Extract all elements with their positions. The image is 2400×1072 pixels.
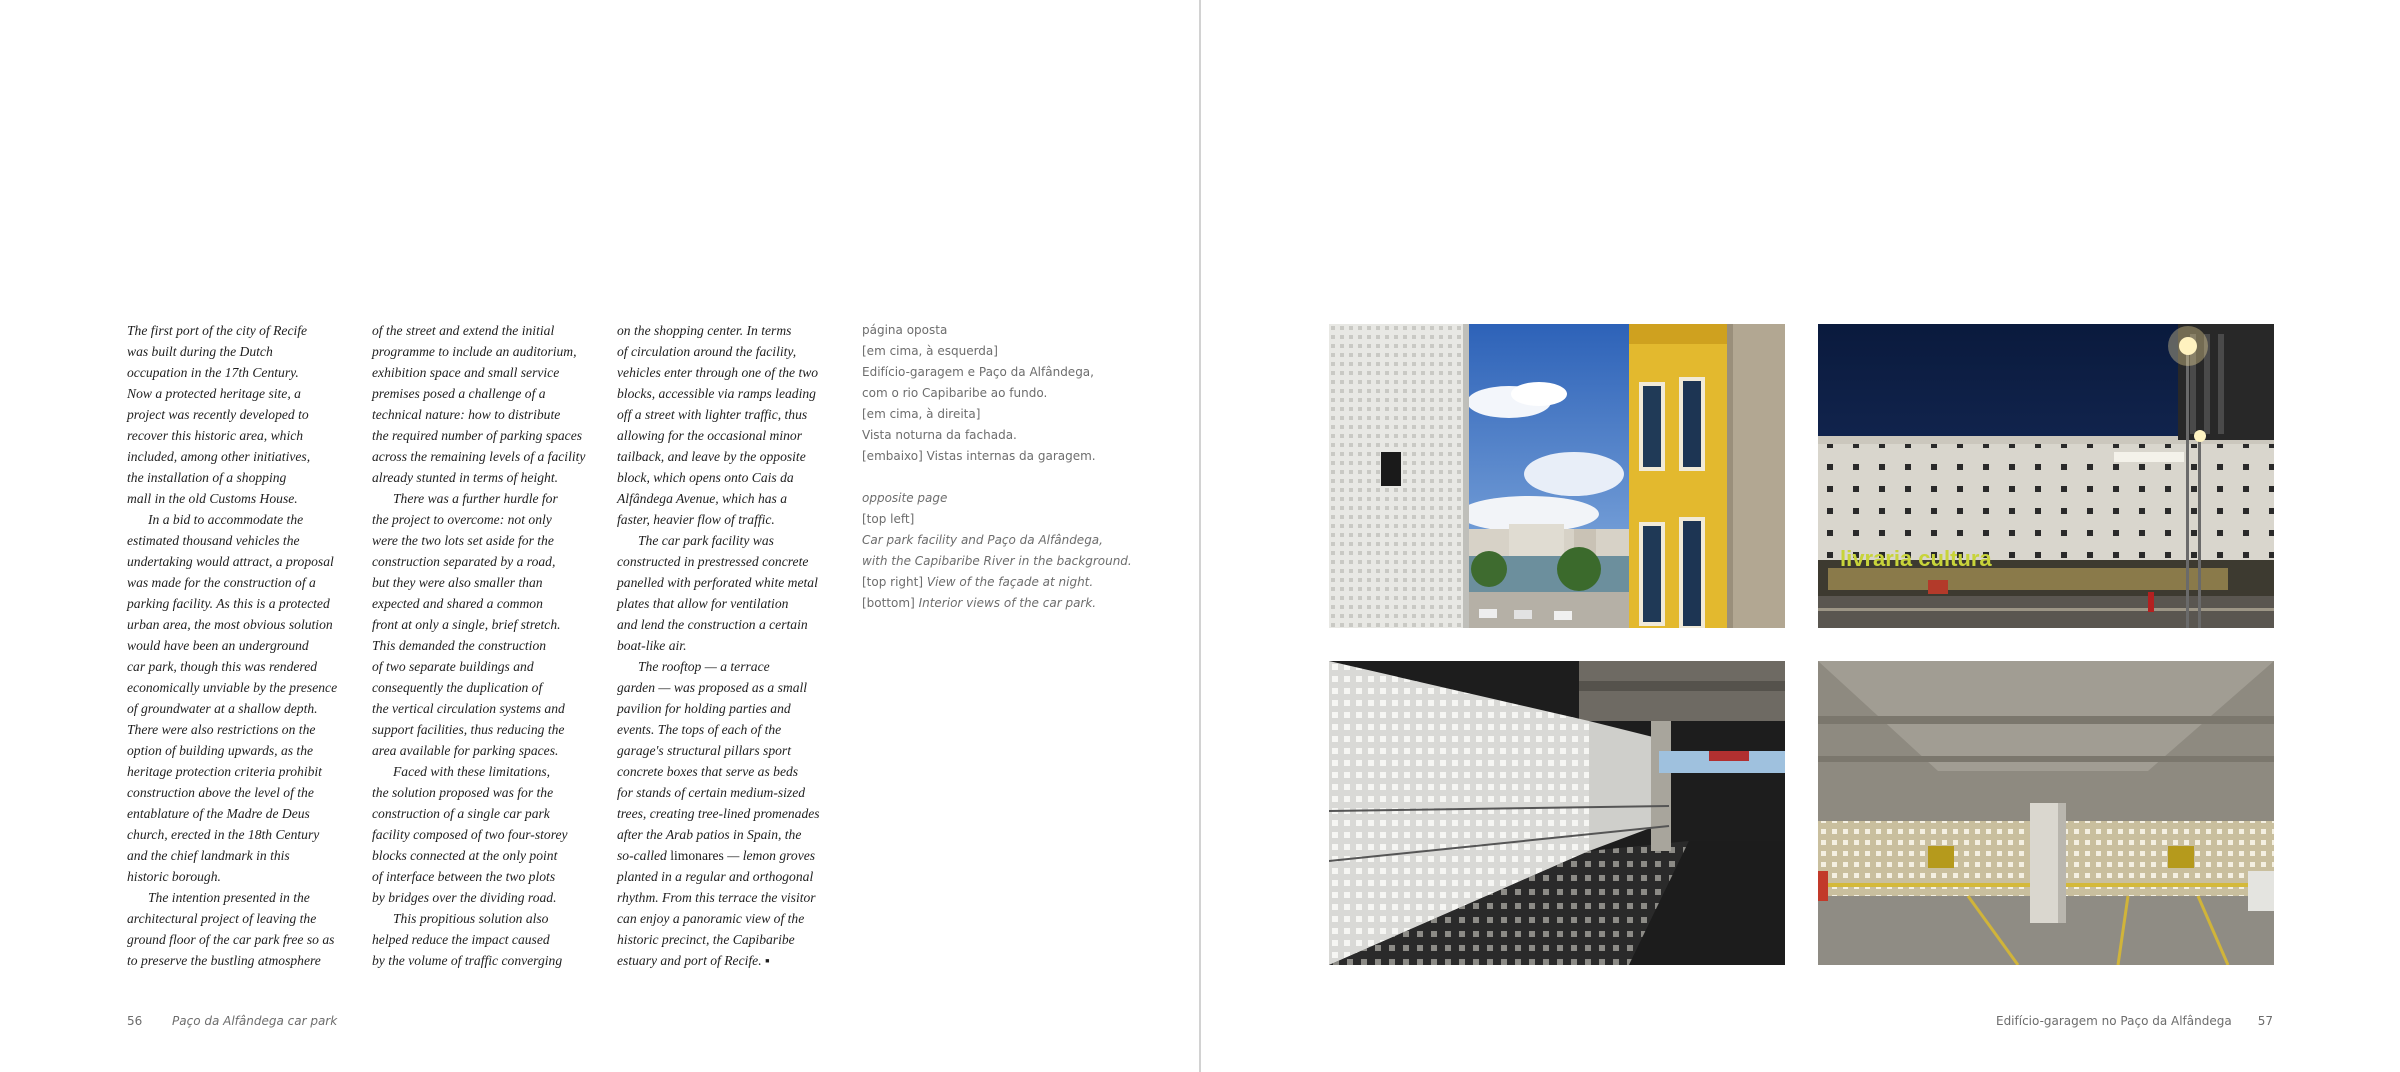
caption-line: Edifício-garagem e Paço da Alfândega, [862, 365, 1094, 379]
caption-line: Car park facility and Paço da Alfândega, [862, 533, 1103, 547]
text-line: plates that allow for ventilation [617, 596, 789, 611]
text-line: and the chief landmark in this [127, 848, 290, 863]
text-line: of two separate buildings and [372, 659, 534, 674]
text-line: support facilities, thus reducing the [372, 722, 565, 737]
text-line: entablature of the Madre de Deus [127, 806, 310, 821]
text-line: undertaking would attract, a proposal [127, 554, 334, 569]
text-line: This propitious solution also [393, 911, 549, 926]
text-line: The intention presented in the [148, 890, 310, 905]
running-title-left: Paço da Alfândega car park [172, 1014, 338, 1028]
text-line: rhythm. From this terrace the visitor [617, 890, 816, 905]
caption-line: página oposta [862, 323, 948, 337]
text-line: front at only a single, brief stretch. [372, 617, 561, 632]
text-column-2 [372, 320, 608, 971]
text-line: after the Arab patios in Spain, the [617, 827, 802, 842]
text-line: planted in a regular and orthogonal [617, 869, 814, 884]
text-line: events. The tops of each of the [617, 722, 782, 737]
text-line: programme to include an auditorium, [372, 344, 577, 359]
text-line: and lend the construction a certain [617, 617, 808, 632]
text-line: were the two lots set aside for the [372, 533, 554, 548]
text-line: vehicles enter through one of the two [617, 365, 819, 380]
photo-interior-corridor [1329, 661, 1785, 965]
text-line: by bridges over the dividing road. [372, 890, 557, 905]
text-line: option of building upwards, as the [127, 743, 314, 758]
text-line: In a bid to accommodate the [148, 512, 304, 527]
text-line: the required number of parking spaces [372, 428, 583, 443]
text-column-3 [617, 320, 853, 971]
photo-facade-and-pac-da-alfandega [1329, 324, 1785, 628]
text-line: Faced with these limitations, [393, 764, 551, 779]
text-line: of interface between the two plots [372, 869, 556, 884]
text-line: pavilion for holding parties and [617, 701, 791, 716]
text-line: construction above the level of the [127, 785, 314, 800]
text-line: by the volume of traffic converging [372, 953, 563, 968]
text-line: was made for the construction of a [127, 575, 316, 590]
text-line: construction of a single car park [372, 806, 550, 821]
caption-line: [top left] [862, 512, 915, 526]
text-line: across the remaining levels of a facility [372, 449, 586, 464]
text-line: the solution proposed was for the [372, 785, 554, 800]
caption-line: [bottom] Interior views of the car park. [862, 596, 1097, 610]
text-line: included, among other initiatives, [127, 449, 311, 464]
text-line: recover this historic area, which [127, 428, 304, 443]
text-line: Now a protected heritage site, a [127, 386, 301, 401]
text-line: Alfândega Avenue, which has a [617, 491, 788, 506]
text-line: facility composed of two four-storey [372, 827, 568, 842]
text-line: blocks, accessible via ramps leading [617, 386, 816, 401]
text-line: estuary and port of Recife. ▪ [617, 953, 770, 968]
text-line: technical nature: how to distribute [372, 407, 561, 422]
text-column-1 [127, 320, 363, 971]
text-line: car park, though this was rendered [127, 659, 318, 674]
storefront-sign: livraria cultura [1840, 546, 1992, 571]
text-line: faster, heavier flow of traffic. [617, 512, 775, 527]
text-line: consequently the duplication of [372, 680, 543, 695]
text-line: to preserve the bustling atmosphere [127, 953, 321, 968]
text-line: historic borough. [127, 869, 221, 884]
text-line: for stands of certain medium-sized [617, 785, 806, 800]
text-line: of circulation around the facility, [617, 344, 797, 359]
text-line: helped reduce the impact caused [372, 932, 550, 947]
text-line: garden — was proposed as a small [617, 680, 808, 695]
text-line: block, which opens onto Cais da [617, 470, 794, 485]
text-line: This demanded the construction [372, 638, 547, 653]
text-line: the installation of a shopping [127, 470, 287, 485]
text-line: project was recently developed to [127, 407, 309, 422]
text-line: area available for parking spaces. [372, 743, 559, 758]
text-line: boat-like air. [617, 638, 687, 653]
book-spine [1199, 0, 1201, 1072]
text-line: can enjoy a panoramic view of the [617, 911, 805, 926]
page-number-left: 56 [127, 1014, 143, 1028]
text-line: already stunted in terms of height. [372, 470, 559, 485]
text-line: estimated thousand vehicles the [127, 533, 300, 548]
text-line: trees, creating tree-lined promenades [617, 806, 820, 821]
text-line: expected and shared a common [372, 596, 543, 611]
text-line: There was a further hurdle for [393, 491, 558, 506]
text-line: church, erected in the 18th Century [127, 827, 320, 842]
folio-right [1996, 1014, 2273, 1028]
text-line: The rooftop — a terrace [638, 659, 770, 674]
text-line: premises posed a challenge of a [372, 386, 546, 401]
text-line: heritage protection criteria prohibit [127, 764, 322, 779]
text-line: tailback, and leave by the opposite [617, 449, 806, 464]
text-line: exhibition space and small service [372, 365, 560, 380]
caption-line: with the Capibaribe River in the background. [862, 554, 1132, 568]
folio-left [127, 1014, 338, 1028]
text-line: The first port of the city of Recife [127, 323, 308, 338]
text-line: constructed in prestressed concrete [617, 554, 809, 569]
caption-line: [top right] View of the façade at night. [862, 575, 1094, 589]
text-line: parking facility. As this is a protected [127, 596, 330, 611]
text-line: There were also restrictions on the [127, 722, 316, 737]
text-line: architectural project of leaving the [127, 911, 317, 926]
text-line: off a street with lighter traffic, thus [617, 407, 808, 422]
caption-line: [embaixo] Vistas internas da garagem. [862, 449, 1096, 463]
text-line: garage's structural pillars sport [617, 743, 791, 758]
text-line: the vertical circulation systems and [372, 701, 565, 716]
text-line: construction separated by a road, [372, 554, 556, 569]
running-title-right: Edifício-garagem no Paço da Alfândega [1995, 1014, 2232, 1028]
text-line: urban area, the most obvious solution [127, 617, 333, 632]
caption-line: opposite page [862, 491, 948, 505]
text-line: so-called limonares — lemon groves [617, 848, 816, 863]
text-line: allowing for the occasional minor [617, 428, 803, 443]
text-line: ground floor of the car park free so as [127, 932, 335, 947]
text-line: of the street and extend the initial [372, 323, 555, 338]
photo-interior-parking-level [1818, 661, 2274, 965]
text-line: on the shopping center. In terms [617, 323, 792, 338]
text-line: concrete boxes that serve as beds [617, 764, 799, 779]
caption-gap [862, 467, 1122, 488]
text-line: panelled with perforated white metal [617, 575, 818, 590]
caption-line: [em cima, à esquerda] [862, 344, 998, 358]
page-number-right: 57 [2257, 1014, 2273, 1028]
text-line: blocks connected at the only point [372, 848, 558, 863]
text-line: of groundwater at a shallow depth. [127, 701, 318, 716]
text-line: The car park facility was [638, 533, 774, 548]
photo-facade-at-night [1818, 324, 2274, 628]
text-line: economically unviable by the presence [127, 680, 338, 695]
text-line: occupation in the 17th Century. [127, 365, 299, 380]
text-line: but they were also smaller than [372, 575, 543, 590]
text-line: the project to overcome: not only [372, 512, 552, 527]
text-line: was built during the Dutch [127, 344, 273, 359]
text-line: historic precinct, the Capibaribe [617, 932, 795, 947]
photo-captions [862, 320, 1132, 614]
caption-line: com o rio Capibaribe ao fundo. [862, 386, 1048, 400]
caption-line: Vista noturna da fachada. [862, 428, 1017, 442]
text-line: mall in the old Customs House. [127, 491, 298, 506]
caption-line: [em cima, à direita] [862, 407, 981, 421]
text-line: would have been an underground [127, 638, 309, 653]
